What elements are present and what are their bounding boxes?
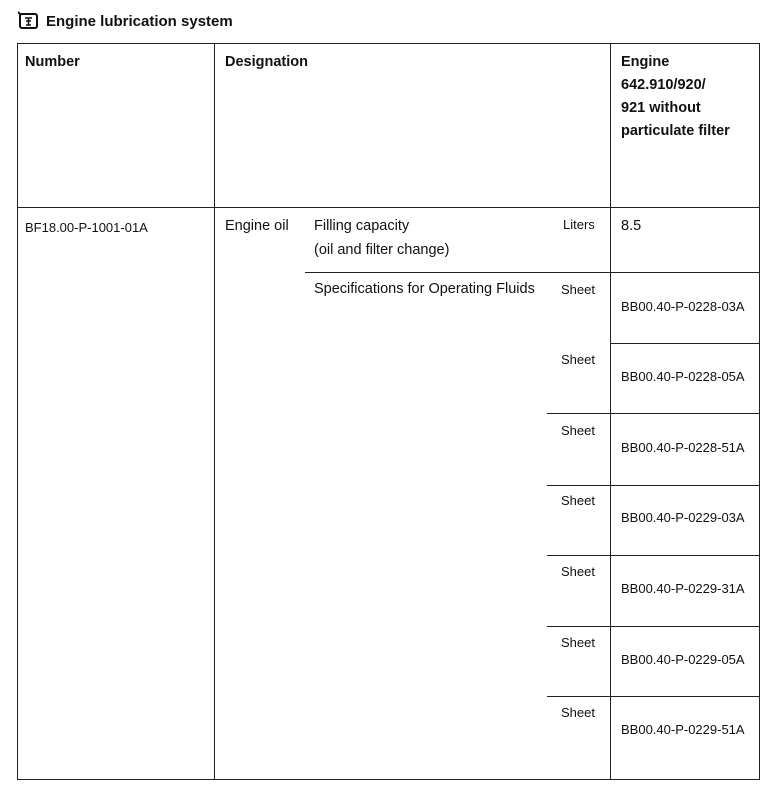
- specifications-label: Specifications for Operating Fluids: [314, 281, 535, 297]
- row-divider-sheet-2: [547, 413, 760, 414]
- row-divider-sheet-6: [547, 696, 760, 697]
- row-divider-sheet-1: [610, 343, 760, 344]
- column-header-engine-1: Engine: [621, 54, 670, 70]
- designation-engine-oil: Engine oil: [225, 218, 289, 234]
- column-header-engine-3: 921 without: [621, 100, 701, 116]
- row-divider-filling: [305, 272, 760, 273]
- table-border-bottom: [17, 779, 760, 780]
- row-divider-sheet-3: [547, 485, 760, 486]
- page-title: Engine lubrication system: [46, 12, 233, 30]
- filling-capacity-sublabel: (oil and filter change): [314, 242, 450, 258]
- table-border-right: [759, 43, 760, 780]
- sheet-unit: Sheet: [561, 564, 595, 579]
- fluids-table: [17, 43, 760, 780]
- sheet-unit: Sheet: [561, 705, 595, 720]
- row-divider-sheet-5: [547, 626, 760, 627]
- section-title: [18, 8, 233, 34]
- sheet-reference: BB00.40-P-0229-05A: [621, 652, 745, 667]
- row-divider-sheet-4: [547, 555, 760, 556]
- column-divider-number: [214, 43, 215, 780]
- oil-can-icon: [18, 11, 40, 31]
- sheet-unit: Sheet: [561, 635, 595, 650]
- sheet-reference: BB00.40-P-0228-03A: [621, 299, 745, 314]
- sheet-reference: BB00.40-P-0228-51A: [621, 440, 745, 455]
- column-header-engine-4: particulate filter: [621, 123, 730, 139]
- sheet-unit: Sheet: [561, 282, 595, 297]
- column-divider-designation: [610, 43, 611, 780]
- header-divider: [17, 207, 760, 208]
- sheet-reference: BB00.40-P-0229-31A: [621, 581, 745, 596]
- sheet-reference: BB00.40-P-0229-03A: [621, 510, 745, 525]
- filling-capacity-label: Filling capacity: [314, 218, 410, 234]
- sheet-unit: Sheet: [561, 493, 595, 508]
- part-number: BF18.00-P-1001-01A: [25, 220, 148, 235]
- table-border-top: [17, 43, 760, 44]
- filling-unit: Liters: [563, 217, 595, 232]
- sheet-reference: BB00.40-P-0228-05A: [621, 369, 745, 384]
- sheet-reference: BB00.40-P-0229-51A: [621, 722, 745, 737]
- sheet-unit: Sheet: [561, 423, 595, 438]
- table-border-left: [17, 43, 18, 780]
- sheet-unit: Sheet: [561, 352, 595, 367]
- filling-value: 8.5: [621, 218, 642, 234]
- column-header-number: Number: [25, 54, 80, 70]
- column-header-engine-2: 642.910/920/: [621, 77, 706, 93]
- column-header-designation: Designation: [225, 54, 308, 70]
